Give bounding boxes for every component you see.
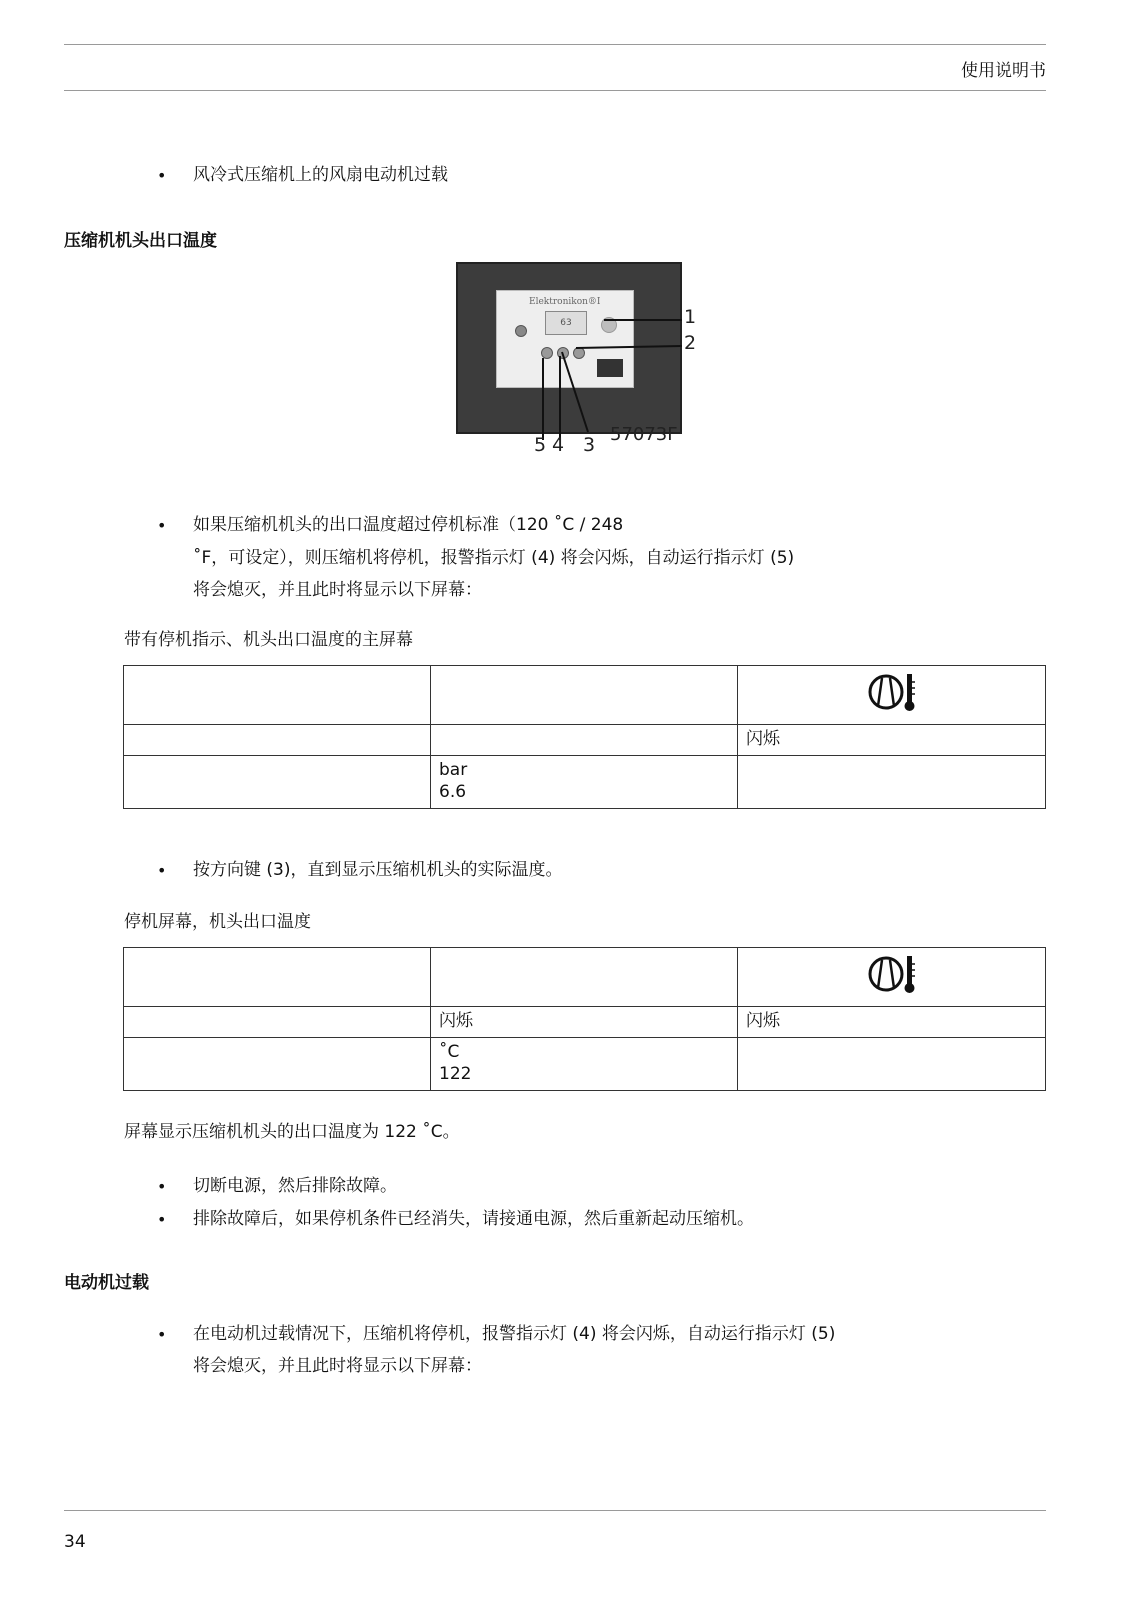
bullet-marker: •	[157, 1325, 167, 1344]
intro-bullet-text: 风冷式压缩机上的风扇电动机过载	[193, 165, 448, 185]
compressor-temperature-icon	[868, 952, 916, 996]
para3-line-1: 在电动机过载情况下，压缩机将停机，报警指示灯 (4) 将会闪烁，自动运行指示灯 (5)	[193, 1324, 836, 1344]
status-flashing: 闪烁	[431, 1007, 738, 1038]
controller-panel-figure	[456, 262, 702, 468]
table-cell	[124, 756, 431, 809]
figure-code: 57073F	[610, 424, 678, 445]
table-cell	[124, 666, 431, 725]
controller-brand-label: Elektronikon®I	[529, 297, 601, 307]
temperature-readout	[431, 1038, 738, 1091]
callout-2: 2	[684, 332, 697, 354]
table-cell	[738, 1038, 1046, 1091]
table-cell	[738, 756, 1046, 809]
callout-4: 4	[552, 434, 565, 456]
table-cell	[431, 666, 738, 725]
pressure-unit: bar	[439, 760, 468, 780]
bullet-marker: •	[157, 1177, 167, 1196]
temperature-value: 122	[439, 1064, 472, 1084]
compressor-temperature-icon	[868, 670, 916, 714]
para1-line-2: ˚F，可设定），则压缩机将停机，报警指示灯 (4) 将会闪烁，自动运行指示灯 (5)	[193, 548, 795, 568]
callout-3: 3	[583, 434, 596, 456]
para1-line-3: 将会熄灭，并且此时将显示以下屏幕：	[193, 580, 482, 600]
table-cell	[124, 1007, 431, 1038]
header-rule-top	[64, 44, 1046, 45]
para2-text: 按方向键 (3)，直到显示压缩机机头的实际温度。	[193, 860, 563, 880]
footer-rule	[64, 1510, 1046, 1511]
table-cell	[124, 725, 431, 756]
table-cell	[738, 948, 1046, 1007]
table1-caption: 带有停机指示、机头出口温度的主屏幕	[124, 630, 413, 650]
section-heading-outlet-temperature: 压缩机机头出口温度	[64, 231, 217, 251]
callout-1: 1	[684, 306, 697, 328]
bullet-marker: •	[157, 861, 167, 880]
screen-table-main	[123, 665, 1046, 809]
table-cell	[431, 948, 738, 1007]
para1-line-1: 如果压缩机机头的出口温度超过停机标准（120 ˚C / 248	[193, 515, 624, 535]
table-cell	[124, 948, 431, 1007]
page-number: 34	[64, 1532, 86, 1552]
table2-caption: 停机屏幕，机头出口温度	[124, 912, 311, 932]
pressure-value: 6.6	[439, 782, 467, 802]
controller-display: 63	[545, 311, 587, 335]
status-flashing: 闪烁	[738, 725, 1046, 756]
bullet-marker: •	[157, 516, 167, 535]
table-cell	[738, 666, 1046, 725]
screen-table-shutdown	[123, 947, 1046, 1091]
step-2-text: 排除故障后，如果停机条件已经消失，请接通电源，然后重新起动压缩机。	[193, 1209, 754, 1229]
bullet-marker: •	[157, 1210, 167, 1229]
bullet-marker: •	[157, 166, 167, 185]
section-heading-motor-overload: 电动机过载	[64, 1273, 149, 1293]
step-1-text: 切断电源，然后排除故障。	[193, 1176, 397, 1196]
result-text: 屏幕显示压缩机机头的出口温度为 122 ˚C。	[124, 1122, 460, 1142]
header-rule-bottom	[64, 90, 1046, 91]
status-flashing: 闪烁	[738, 1007, 1046, 1038]
para3-line-2: 将会熄灭，并且此时将显示以下屏幕：	[193, 1356, 482, 1376]
pressure-readout	[431, 756, 738, 809]
table-cell	[431, 725, 738, 756]
temperature-unit: ˚C	[439, 1042, 460, 1062]
callout-5: 5	[534, 434, 547, 456]
header-title: 使用说明书	[961, 61, 1046, 81]
table-cell	[124, 1038, 431, 1091]
